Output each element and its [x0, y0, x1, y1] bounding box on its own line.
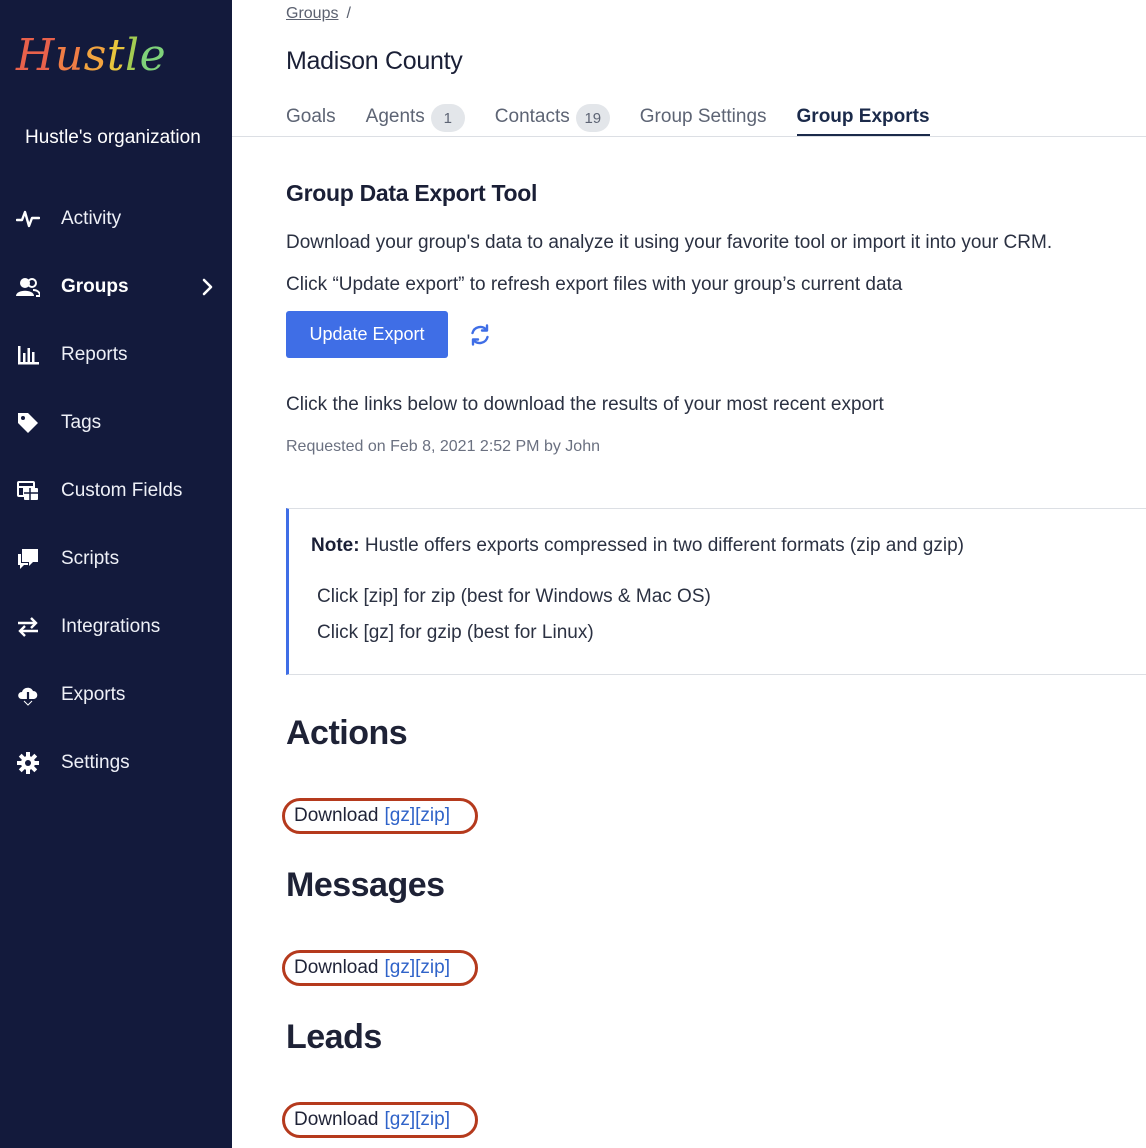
- download-messages: [282, 950, 478, 986]
- activity-icon: [16, 207, 40, 231]
- download-zip-link[interactable]: [zip]: [415, 805, 450, 826]
- download-label: Download: [294, 957, 379, 978]
- sidebar-item-integrations[interactable]: [0, 605, 232, 649]
- breadcrumb-groups-link[interactable]: Groups: [286, 5, 339, 22]
- note-zip-line: Click [zip] for zip (best for Windows & Mac OS): [317, 586, 711, 607]
- tab-label: Agents: [365, 106, 425, 127]
- section-title-leads: Leads: [286, 1018, 382, 1056]
- note-gz-line: Click [gz] for gzip (best for Linux): [317, 622, 594, 643]
- tabs-divider: [232, 136, 1146, 137]
- tab-label: Group Exports: [796, 106, 930, 127]
- gear-icon: [16, 751, 40, 775]
- sidebar: [0, 0, 232, 1148]
- download-leads: [282, 1102, 478, 1138]
- logo-letter: H: [16, 30, 55, 81]
- download-zip-link[interactable]: [zip]: [415, 957, 450, 978]
- note-text: [311, 535, 964, 557]
- note-body: Hustle offers exports compressed in two different formats (zip and gzip): [359, 535, 964, 556]
- reports-icon: [16, 343, 40, 367]
- download-label: Download: [294, 805, 379, 826]
- logo-letter: t: [106, 30, 125, 81]
- hustle-logo[interactable]: [16, 30, 166, 81]
- sidebar-item-settings[interactable]: [0, 741, 232, 785]
- main-content: [232, 0, 1146, 1148]
- note-label: Note:: [311, 535, 360, 556]
- sidebar-item-reports[interactable]: [0, 333, 232, 377]
- tab-label: Goals: [286, 106, 336, 127]
- group-tabs: [286, 104, 960, 140]
- breadcrumb: [286, 5, 351, 23]
- breadcrumb-separator: /: [346, 5, 351, 22]
- groups-icon: [16, 275, 40, 299]
- download-gz-link[interactable]: [gz]: [384, 957, 416, 978]
- download-gz-link[interactable]: [gz]: [384, 1109, 416, 1130]
- sidebar-item-tags[interactable]: [0, 401, 232, 445]
- sidebar-item-label: Groups: [61, 276, 129, 297]
- sidebar-item-label: Activity: [61, 208, 122, 229]
- tab-contacts[interactable]: [495, 104, 610, 136]
- custom-fields-icon: [16, 479, 40, 503]
- tab-label: Group Settings: [639, 106, 767, 127]
- update-export-button[interactable]: Update Export: [286, 311, 448, 358]
- export-tool-title: Group Data Export Tool: [286, 180, 538, 206]
- page-title: Madison County: [286, 47, 463, 75]
- note-callout: [286, 508, 1146, 675]
- sidebar-item-activity[interactable]: [0, 197, 232, 241]
- tab-label: Contacts: [494, 106, 570, 127]
- sidebar-item-scripts[interactable]: [0, 537, 232, 581]
- organization-name: Hustle's organization: [25, 127, 201, 148]
- refresh-icon[interactable]: [468, 323, 492, 347]
- sidebar-item-exports[interactable]: [0, 673, 232, 717]
- update-hint: Click “Update export” to refresh export files with your group’s current data: [286, 274, 903, 295]
- scripts-icon: [16, 547, 40, 571]
- section-title-messages: Messages: [286, 866, 445, 904]
- section-title-actions: Actions: [286, 714, 408, 752]
- sidebar-item-label: Tags: [61, 412, 102, 433]
- export-description: Download your group's data to analyze it using your favorite tool or import it into your CRM.: [286, 232, 1053, 253]
- sidebar-item-label: Reports: [61, 344, 128, 365]
- sidebar-item-label: Custom Fields: [61, 480, 183, 501]
- logo-letter: e: [139, 30, 167, 81]
- tab-group-exports[interactable]: [797, 104, 930, 136]
- download-gz-link[interactable]: [gz]: [384, 805, 416, 826]
- logo-letter: l: [125, 30, 140, 81]
- chevron-right-icon: [200, 276, 216, 298]
- download-hint: Click the links below to download the results of your most recent export: [286, 394, 884, 415]
- exports-icon: [16, 683, 40, 707]
- sidebar-item-label: Exports: [61, 684, 126, 705]
- sidebar-item-label: Scripts: [61, 548, 120, 569]
- tab-group-settings[interactable]: [640, 104, 767, 136]
- count-badge: 19: [576, 104, 610, 132]
- download-zip-link[interactable]: [zip]: [415, 1109, 450, 1130]
- logo-letter: s: [83, 30, 107, 81]
- download-actions: [282, 798, 478, 834]
- sidebar-item-groups[interactable]: [0, 265, 232, 309]
- logo-letter: u: [54, 30, 84, 81]
- download-label: Download: [294, 1109, 379, 1130]
- tag-icon: [16, 411, 40, 435]
- integrations-icon: [16, 615, 40, 639]
- tab-goals[interactable]: [286, 104, 336, 136]
- requested-timestamp: Requested on Feb 8, 2021 2:52 PM by John: [286, 438, 600, 455]
- sidebar-item-label: Integrations: [61, 616, 161, 637]
- count-badge: 1: [431, 104, 465, 132]
- sidebar-item-label: Settings: [61, 752, 130, 773]
- tab-agents[interactable]: [366, 104, 465, 136]
- sidebar-item-custom-fields[interactable]: [0, 469, 232, 513]
